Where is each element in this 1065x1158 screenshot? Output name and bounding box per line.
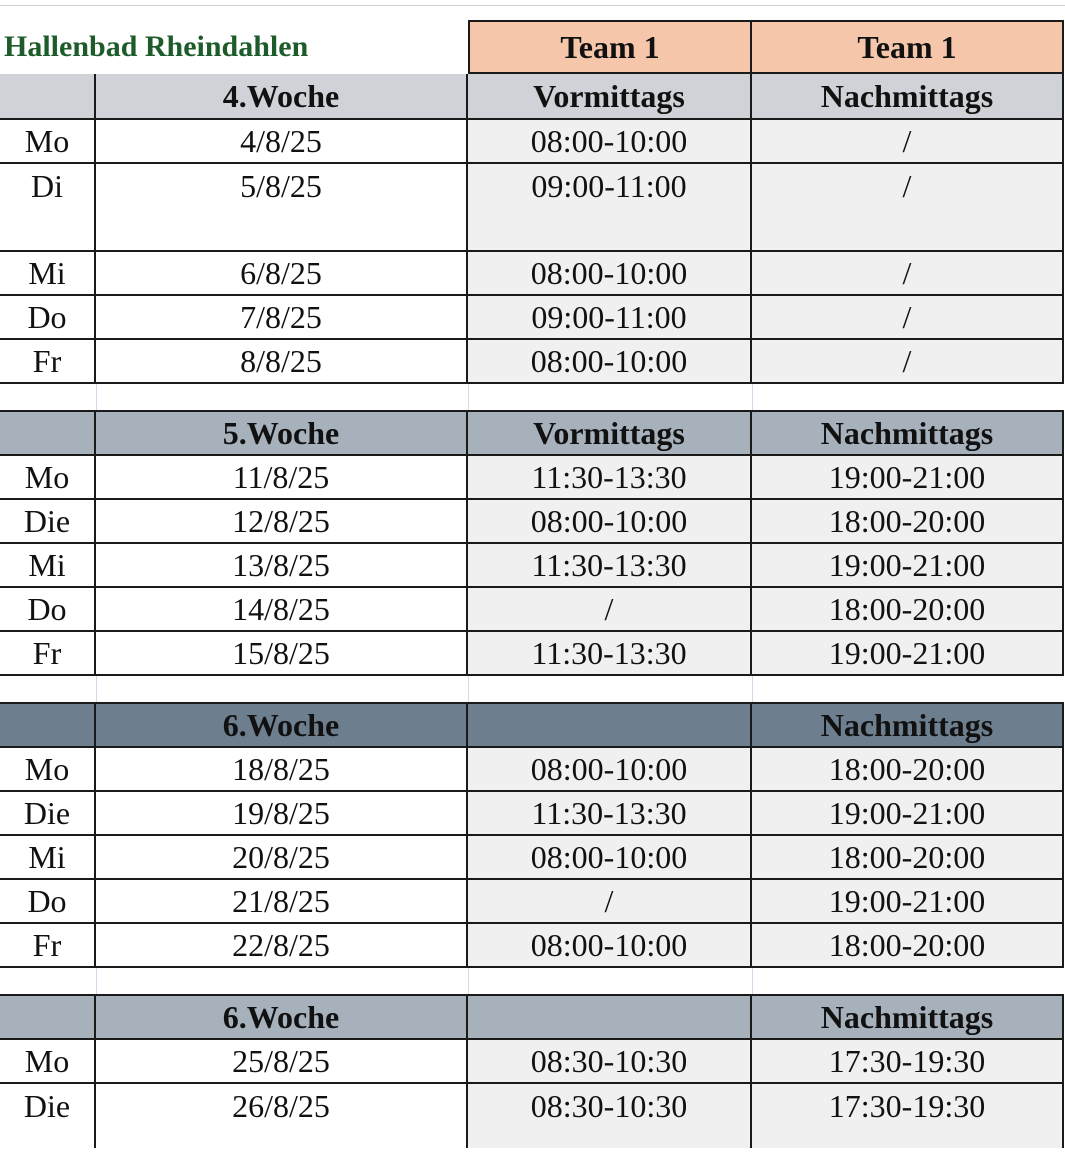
date-cell: 5/8/25 — [96, 164, 468, 252]
spacer-row — [0, 968, 1065, 994]
morning-cell: 08:00-10:00 — [468, 748, 752, 792]
spacer-line — [96, 968, 97, 994]
morning-cell: 08:30-10:30 — [468, 1084, 752, 1148]
spacer-row — [0, 676, 1065, 702]
week-header-blank — [0, 702, 96, 748]
date-cell: 15/8/25 — [96, 632, 468, 676]
col-header-nachmittags: Nachmittags — [752, 410, 1064, 456]
morning-cell: 11:30-13:30 — [468, 632, 752, 676]
table-row — [0, 748, 1065, 792]
date-cell: 6/8/25 — [96, 252, 468, 296]
day-cell: Fr — [0, 632, 96, 676]
afternoon-cell: 17:30-19:30 — [752, 1084, 1064, 1148]
day-cell: Die — [0, 792, 96, 836]
afternoon-cell: 18:00-20:00 — [752, 748, 1064, 792]
date-cell: 20/8/25 — [96, 836, 468, 880]
table-row — [0, 456, 1065, 500]
date-cell: 18/8/25 — [96, 748, 468, 792]
date-cell: 26/8/25 — [96, 1084, 468, 1148]
morning-cell: 08:00-10:00 — [468, 120, 752, 164]
day-cell: Do — [0, 296, 96, 340]
spacer-line — [468, 676, 469, 702]
day-cell: Mi — [0, 544, 96, 588]
afternoon-cell: / — [752, 120, 1064, 164]
afternoon-cell: 18:00-20:00 — [752, 836, 1064, 880]
day-cell: Mi — [0, 836, 96, 880]
week-header-row — [0, 994, 1065, 1040]
team-header-2: Team 1 — [752, 20, 1064, 74]
afternoon-cell: / — [752, 252, 1064, 296]
table-row — [0, 588, 1065, 632]
week-label: 5.Woche — [96, 410, 468, 456]
morning-cell: 08:00-10:00 — [468, 836, 752, 880]
afternoon-cell: 19:00-21:00 — [752, 456, 1064, 500]
afternoon-cell: 18:00-20:00 — [752, 924, 1064, 968]
day-cell: Fr — [0, 924, 96, 968]
col-header-vormittags: Vormittags — [468, 74, 752, 120]
date-cell: 22/8/25 — [96, 924, 468, 968]
spacer-line — [468, 384, 469, 410]
table-row — [0, 500, 1065, 544]
morning-cell: 08:00-10:00 — [468, 924, 752, 968]
col-header-nachmittags: Nachmittags — [752, 74, 1064, 120]
week-header-row — [0, 410, 1065, 456]
top-divider — [0, 5, 1065, 6]
spacer-line — [752, 384, 753, 410]
afternoon-cell: 18:00-20:00 — [752, 500, 1064, 544]
spacer-line — [752, 968, 753, 994]
morning-cell: 08:00-10:00 — [468, 340, 752, 384]
week-label: 6.Woche — [96, 994, 468, 1040]
table-row — [0, 880, 1065, 924]
spacer-row — [0, 384, 1065, 410]
spacer-line — [96, 384, 97, 410]
day-cell: Do — [0, 880, 96, 924]
table-row — [0, 252, 1065, 296]
date-cell: 11/8/25 — [96, 456, 468, 500]
week-header-blank — [0, 994, 96, 1040]
date-cell: 4/8/25 — [96, 120, 468, 164]
col-header-vormittags — [468, 994, 752, 1040]
day-cell: Mo — [0, 748, 96, 792]
date-cell: 21/8/25 — [96, 880, 468, 924]
morning-cell: 11:30-13:30 — [468, 544, 752, 588]
schedule-table — [0, 20, 1065, 1148]
day-cell: Mo — [0, 1040, 96, 1084]
week-label: 6.Woche — [96, 702, 468, 748]
day-cell: Die — [0, 500, 96, 544]
table-row — [0, 340, 1065, 384]
afternoon-cell: 19:00-21:00 — [752, 544, 1064, 588]
day-cell: Do — [0, 588, 96, 632]
afternoon-cell: 19:00-21:00 — [752, 880, 1064, 924]
date-cell: 25/8/25 — [96, 1040, 468, 1084]
week-header-row — [0, 702, 1065, 748]
day-cell: Fr — [0, 340, 96, 384]
afternoon-cell: / — [752, 296, 1064, 340]
afternoon-cell: 19:00-21:00 — [752, 632, 1064, 676]
team-header-1: Team 1 — [468, 20, 752, 74]
date-cell: 13/8/25 — [96, 544, 468, 588]
date-cell: 14/8/25 — [96, 588, 468, 632]
afternoon-cell: 17:30-19:30 — [752, 1040, 1064, 1084]
col-header-nachmittags: Nachmittags — [752, 994, 1064, 1040]
day-cell: Di — [0, 164, 96, 252]
morning-cell: / — [468, 588, 752, 632]
col-header-vormittags: Vormittags — [468, 410, 752, 456]
table-row — [0, 1040, 1065, 1084]
week-header-blank — [0, 410, 96, 456]
table-row — [0, 792, 1065, 836]
week-header-row — [0, 74, 1065, 120]
date-cell: 19/8/25 — [96, 792, 468, 836]
spacer-line — [96, 676, 97, 702]
date-cell: 12/8/25 — [96, 500, 468, 544]
col-header-nachmittags: Nachmittags — [752, 702, 1064, 748]
spacer-line — [468, 968, 469, 994]
col-header-vormittags — [468, 702, 752, 748]
afternoon-cell: / — [752, 164, 1064, 252]
day-cell: Mo — [0, 456, 96, 500]
table-row — [0, 296, 1065, 340]
morning-cell: 09:00-11:00 — [468, 164, 752, 252]
table-row — [0, 1084, 1065, 1148]
table-row — [0, 924, 1065, 968]
date-cell: 7/8/25 — [96, 296, 468, 340]
afternoon-cell: 19:00-21:00 — [752, 792, 1064, 836]
table-row — [0, 120, 1065, 164]
table-row — [0, 632, 1065, 676]
day-cell: Mi — [0, 252, 96, 296]
day-cell: Die — [0, 1084, 96, 1148]
spacer-line — [752, 676, 753, 702]
title-row — [0, 20, 1065, 74]
week-label: 4.Woche — [96, 74, 468, 120]
date-cell: 8/8/25 — [96, 340, 468, 384]
table-row — [0, 836, 1065, 880]
day-cell: Mo — [0, 120, 96, 164]
afternoon-cell: / — [752, 340, 1064, 384]
table-row — [0, 544, 1065, 588]
morning-cell: 09:00-11:00 — [468, 296, 752, 340]
afternoon-cell: 18:00-20:00 — [752, 588, 1064, 632]
morning-cell: 08:30-10:30 — [468, 1040, 752, 1084]
morning-cell: 11:30-13:30 — [468, 456, 752, 500]
morning-cell: / — [468, 880, 752, 924]
week-header-blank — [0, 74, 96, 120]
morning-cell: 08:00-10:00 — [468, 252, 752, 296]
morning-cell: 08:00-10:00 — [468, 500, 752, 544]
pool-title: Hallenbad Rheindahlen — [4, 30, 309, 63]
morning-cell: 11:30-13:30 — [468, 792, 752, 836]
table-row — [0, 164, 1065, 252]
